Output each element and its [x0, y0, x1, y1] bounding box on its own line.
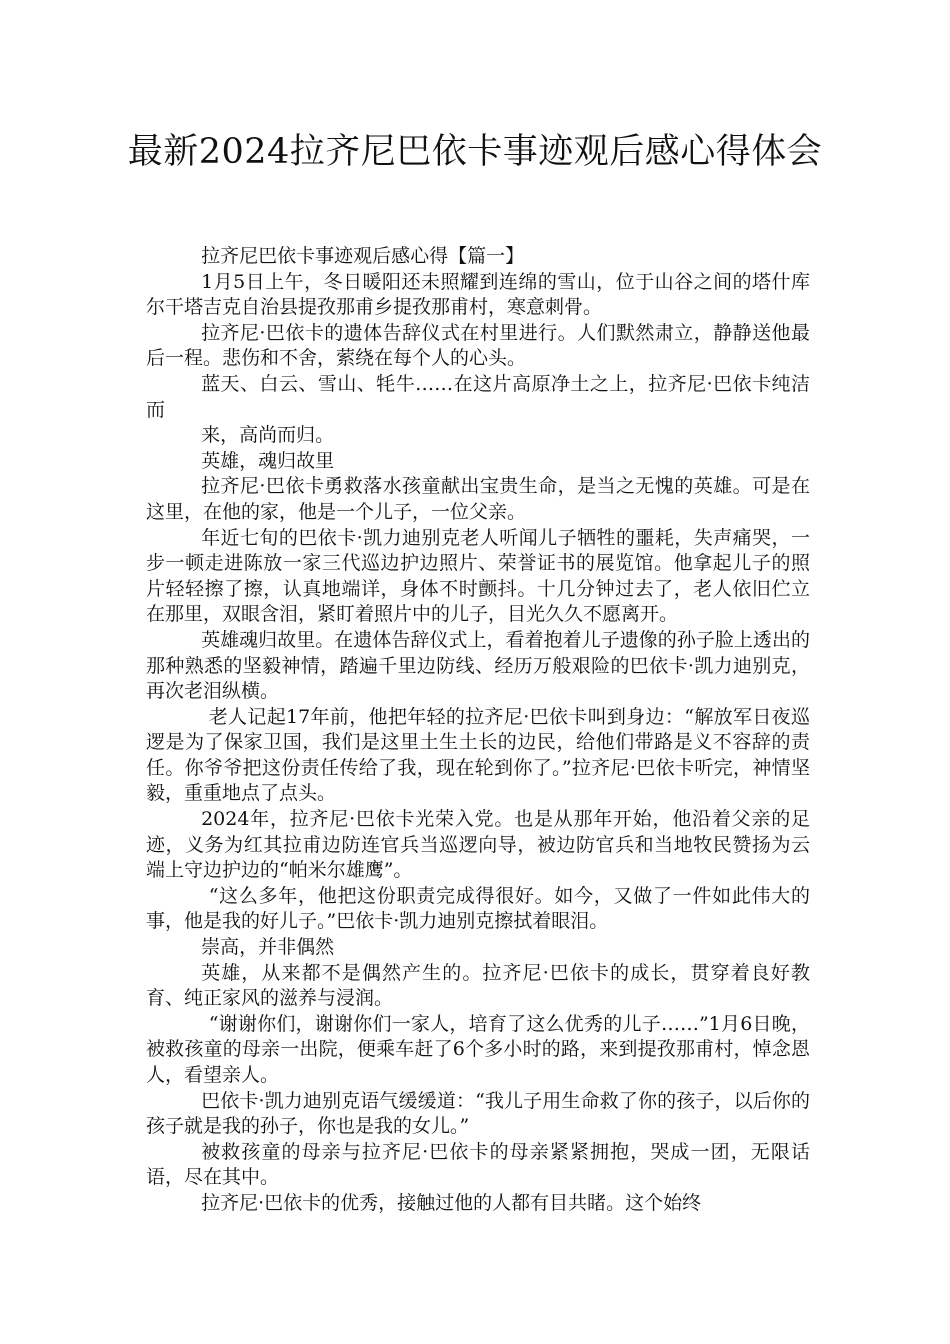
paragraph: 英雄，从来都不是偶然产生的。拉齐尼·巴依卡的成长，贯穿着良好教育、纯正家风的滋养与浸润。: [146, 961, 810, 1010]
paragraph: 蓝天、白云、雪山、牦牛……在这片高原净土之上，拉齐尼·巴依卡纯洁而: [146, 372, 810, 421]
paragraph: 年近七旬的巴依卡·凯力迪别克老人听闻儿子牺牲的噩耗，失声痛哭，一步一顿走进陈放一家三代巡边护边照片、荣誉证书的展览馆。他拿起儿子的照片轻轻擦了擦，认真地端详，身体不时颤抖。十几分钟过去了，老人依旧伫立在那里，双眼含泪，紧盯着照片中的儿子，目光久久不愿离开。: [146, 526, 810, 626]
document-title: 最新2024拉齐尼巴依卡事迹观后感心得体会: [127, 132, 823, 172]
section-heading: 拉齐尼巴依卡事迹观后感心得【篇一】: [201, 245, 525, 267]
paragraph: 拉齐尼·巴依卡勇救落水孩童献出宝贵生命，是当之无愧的英雄。可是在这里，在他的家，他是一个儿子，一位父亲。: [146, 475, 810, 523]
paragraph: 拉齐尼·巴依卡的优秀，接触过他的人都有目共睹。这个始终: [201, 1191, 702, 1214]
paragraph: 老人记起17年前，他把年轻的拉齐尼·巴依卡叫到身边：“解放军日夜巡逻是为了保家卫国，我们是这里土生土长的边民，给他们带路是义不容辞的责任。你爷爷把这份责任传给了我，现在轮到你了。”拉齐尼·巴依卡听完，神情坚毅，重重地点了点头。: [146, 705, 810, 805]
paragraph: 被救孩童的母亲与拉齐尼·巴依卡的母亲紧紧拥抱，哭成一团，无限话语，尽在其中。: [146, 1140, 810, 1189]
subheading: 崇高，并非偶然: [201, 936, 335, 959]
paragraph: 1月5日上午，冬日暖阳还未照耀到连绵的雪山，位于山谷之间的塔什库尔干塔吉克自治县提孜那甫乡提孜那甫村，寒意刺骨。: [146, 270, 810, 319]
paragraph: 2024年，拉齐尼·巴依卡光荣入党。也是从那年开始，他沿着父亲的足迹，义务为红其拉甫边防连官兵当巡逻向导，被边防官兵和当地牧民赞扬为云端上守边护边的“帕米尔雄鹰”。: [146, 808, 810, 882]
paragraph: 拉齐尼·巴依卡的遗体告辞仪式在村里进行。人们默然肃立，静静送他最后一程。悲伤和不舍，萦绕在每个人的心头。: [146, 321, 810, 370]
paragraph: 来，高尚而归。: [201, 424, 335, 447]
paragraph: “谢谢你们，谢谢你们一家人，培育了这么优秀的儿子……”1月6日晚，被救孩童的母亲一出院，便乘车赶了6个多小时的路，来到提孜那甫村，悼念恩人，看望亲人。: [146, 1012, 810, 1086]
subheading: 英雄，魂归故里: [201, 449, 335, 472]
document-body: [146, 244, 810, 1217]
paragraph: 英雄魂归故里。在遗体告辞仪式上，看着抱着儿子遗像的孙子脸上透出的那种熟悉的坚毅神情，踏遍千里边防线、经历万般艰险的巴依卡·凯力迪别克，再次老泪纵横。: [146, 628, 810, 703]
paragraph: 巴依卡·凯力迪别克语气缓缓道：“我儿子用生命救了你的孩子，以后你的孩子就是我的孙子，你也是我的女儿。”: [146, 1089, 810, 1138]
paragraph: “这么多年，他把这份职责完成得很好。如今，又做了一件如此伟大的事，他是我的好儿子。”巴依卡·凯力迪别克擦拭着眼泪。: [146, 884, 810, 933]
